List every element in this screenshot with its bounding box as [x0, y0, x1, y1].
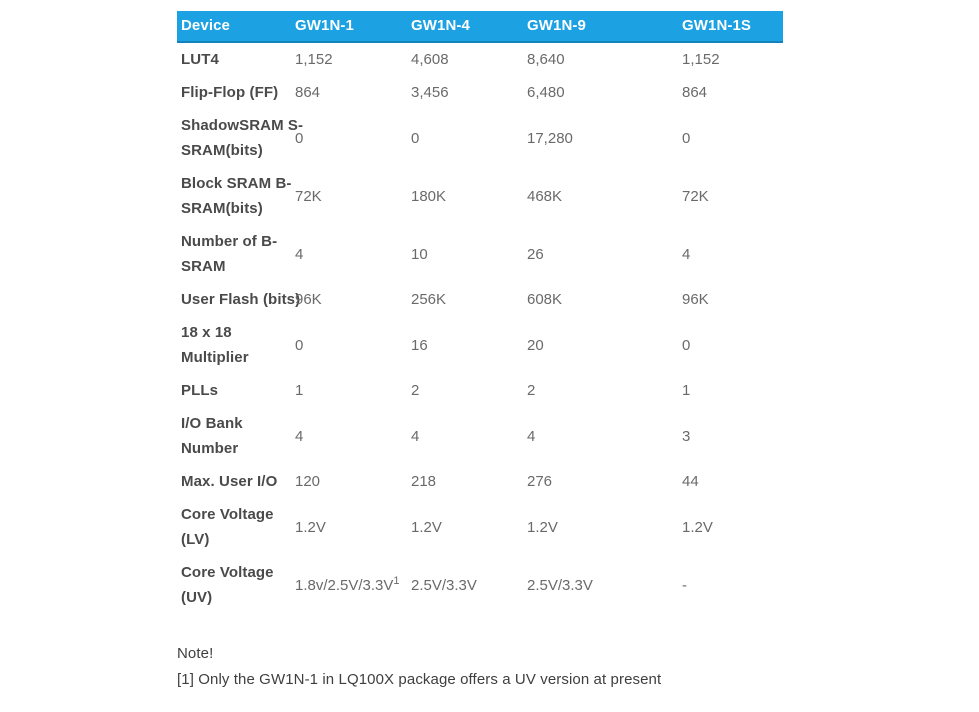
note-footnote: [1] Only the GW1N-1 in LQ100X package offers a UV version at present	[177, 671, 662, 688]
cell-value: 1.2V	[295, 518, 326, 536]
row-label-line: (LV)	[181, 531, 210, 548]
row-label	[177, 465, 291, 498]
table-row	[177, 283, 783, 316]
table-row	[177, 465, 783, 498]
row-label	[177, 167, 291, 225]
cell-value: 1,152	[682, 51, 720, 68]
cell-value: 608K	[527, 291, 563, 308]
cell-value: 0	[411, 129, 420, 147]
cell-value: 20	[527, 336, 544, 354]
footnote-marker: 1	[393, 574, 400, 587]
row-label	[177, 374, 291, 407]
cell-value: 72K	[682, 187, 709, 205]
cell-value: 864	[682, 84, 708, 101]
cell-value: 276	[527, 473, 553, 490]
row-label-line: Max. User I/O	[181, 473, 278, 490]
column-header-gw1n-9: GW1N-9	[523, 11, 678, 42]
cell-value: 1,152	[295, 51, 333, 68]
table-row	[177, 498, 783, 556]
row-label-line: Core Voltage	[181, 506, 274, 523]
cell-value: $1.8v/2.5V/3.3V^1$	[295, 574, 400, 594]
row-label-line: Number	[181, 440, 239, 457]
cell-value: 4	[295, 245, 304, 263]
row-label-line: User Flash (bits)	[181, 291, 301, 308]
row-label	[177, 407, 291, 465]
cell-value: 2.5V/3.3V	[527, 576, 593, 594]
cell-value: 1	[682, 382, 691, 399]
cell-value: 120	[295, 473, 321, 490]
table-row	[177, 76, 783, 109]
cell-value: 180K	[411, 187, 447, 205]
table-body	[177, 42, 783, 614]
row-label	[177, 283, 301, 316]
cell-value: 1.2V	[682, 518, 713, 536]
cell-value: 1.2V	[527, 518, 558, 536]
cell-value: 4	[411, 427, 420, 445]
cell-value: 3,456	[411, 84, 449, 101]
cell-value: 8,640	[527, 51, 565, 68]
cell-value: 96K	[295, 291, 322, 308]
row-label-line: SRAM	[181, 258, 226, 275]
cell-value: 4,608	[411, 51, 449, 68]
cell-value: 218	[411, 473, 437, 490]
cell-value: 16	[411, 336, 428, 354]
row-label-line: (UV)	[181, 589, 213, 606]
table-row	[177, 225, 783, 283]
row-label	[177, 556, 291, 614]
row-label-line: LUT4	[181, 51, 219, 68]
column-header-gw1n-4: GW1N-4	[407, 11, 523, 42]
row-label	[177, 42, 291, 76]
cell-value: 6,480	[527, 84, 565, 101]
cell-value: 2.5V/3.3V	[411, 576, 477, 594]
cell-value: 17,280	[527, 129, 573, 147]
table-row	[177, 556, 783, 614]
device-spec-table	[177, 11, 783, 614]
cell-value: 1.2V	[411, 518, 442, 536]
table-header-row	[177, 11, 783, 42]
cell-value: 0	[295, 336, 304, 354]
cell-value: 0	[295, 129, 304, 147]
row-label-line: Core Voltage	[181, 564, 274, 581]
row-label-line: ShadowSRAM S-	[181, 117, 304, 134]
cell-value: 96K	[682, 291, 709, 308]
row-label-line: Flip-Flop (FF)	[181, 84, 279, 101]
column-header-gw1n-1s: GW1N-1S	[678, 11, 783, 42]
note-title: Note!	[177, 645, 214, 662]
column-header-gw1n-1: GW1N-1	[291, 11, 407, 42]
cell-value: 3	[682, 427, 691, 445]
row-label	[177, 76, 291, 109]
cell-value: 2	[527, 382, 536, 399]
cell-value: 2	[411, 382, 420, 399]
table-row	[177, 316, 783, 374]
row-label-line: Block SRAM B-	[181, 175, 292, 192]
table-row	[177, 42, 783, 76]
row-label-line: 18 x 18	[181, 324, 232, 341]
row-label	[177, 109, 304, 167]
row-label	[177, 316, 291, 374]
cell-value: 0	[682, 129, 691, 147]
table-row	[177, 167, 783, 225]
row-label-line: Number of B-	[181, 233, 278, 250]
table-row	[177, 374, 783, 407]
note-block	[177, 641, 783, 693]
cell-value: 1	[295, 382, 304, 399]
cell-value: 4	[682, 245, 691, 263]
cell-value: -	[682, 576, 687, 594]
cell-value: 0	[682, 336, 691, 354]
row-label-line: Multiplier	[181, 349, 249, 366]
table-row	[177, 407, 783, 465]
row-label-line: PLLs	[181, 382, 219, 399]
cell-value: 26	[527, 245, 544, 263]
cell-value: 4	[527, 427, 536, 445]
row-label	[177, 225, 291, 283]
cell-value: 10	[411, 245, 428, 263]
device-spec-content	[177, 11, 783, 693]
table-row	[177, 109, 783, 167]
cell-value: 468K	[527, 187, 563, 205]
row-label-line: I/O Bank	[181, 415, 243, 432]
cell-value: 864	[295, 84, 321, 101]
row-label	[177, 498, 291, 556]
cell-value: 72K	[295, 187, 322, 205]
column-header-device: Device	[177, 11, 291, 42]
row-label-line: SRAM(bits)	[181, 142, 263, 159]
row-label-line: SRAM(bits)	[181, 200, 263, 217]
cell-value: 256K	[411, 291, 447, 308]
cell-value: 44	[682, 473, 699, 490]
cell-value: 4	[295, 427, 304, 445]
